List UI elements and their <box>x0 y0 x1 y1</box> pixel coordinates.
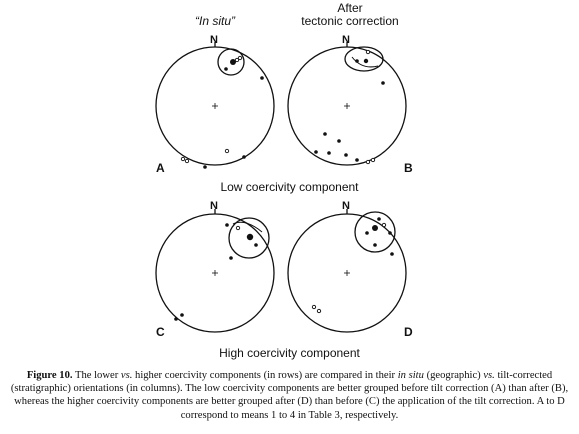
open-data-point <box>236 226 239 229</box>
stereonet-c <box>156 209 274 332</box>
mean-direction-c <box>247 234 253 240</box>
data-point <box>254 243 258 247</box>
data-point <box>327 151 331 155</box>
open-data-point <box>371 158 374 161</box>
open-data-point <box>185 159 188 162</box>
column-header-after-line1: After <box>337 1 363 15</box>
data-point <box>180 313 184 317</box>
data-point <box>365 231 369 235</box>
stereonet-a <box>156 42 274 165</box>
data-point <box>381 81 385 85</box>
data-point <box>229 256 233 260</box>
caption-label: Figure 10. <box>26 370 73 381</box>
data-point <box>314 150 318 154</box>
mean-direction-d <box>372 225 378 231</box>
data-point <box>224 67 228 71</box>
north-label-c: N <box>210 200 218 212</box>
data-point <box>225 223 229 227</box>
data-point <box>242 155 246 159</box>
open-data-point <box>366 160 369 163</box>
confidence-cone-b <box>345 47 383 71</box>
caption-vs-1: vs. <box>120 370 133 381</box>
caption-text-3: (geographic) <box>423 370 484 381</box>
data-point <box>344 153 348 157</box>
data-point <box>174 317 178 321</box>
open-data-point <box>312 305 315 308</box>
caption-text-4: tilt-corrected (stratigraphic) orientations (in columns). The low coercivity components are better grouped before tilt correction (A) than after (B), whereas the higher coercivity components are better grouped after (D) than before (C) the application of the tilt correction. A to D correspond to means 1 to 4 in Table 3, respectively. <box>10 370 569 421</box>
data-point <box>373 243 377 247</box>
caption-in-situ: in situ <box>397 370 424 381</box>
caption-text-2: higher coercivity components (in rows) are compared in their <box>132 370 398 381</box>
column-header-in-situ: “In situ” <box>194 14 235 28</box>
column-header-after-line2: tectonic correction <box>301 14 399 28</box>
data-point <box>355 158 359 162</box>
mean-direction-b <box>364 59 368 63</box>
open-data-point <box>317 309 320 312</box>
row-label-low: Low coercivity component <box>220 180 359 194</box>
data-point <box>337 139 341 143</box>
open-data-point <box>382 223 385 226</box>
north-label-b: N <box>342 34 350 46</box>
open-data-point <box>225 149 228 152</box>
figure-caption <box>6 369 573 422</box>
data-point <box>323 132 327 136</box>
caption-text-1: The lower <box>72 370 121 381</box>
data-point <box>377 217 381 221</box>
open-data-point <box>238 56 241 59</box>
row-label-high: High coercivity component <box>219 346 360 360</box>
stereonet-d <box>288 209 406 332</box>
panel-letter-b: B <box>404 161 413 175</box>
stereonet-b <box>288 42 406 165</box>
data-point <box>390 252 394 256</box>
open-data-point <box>366 50 369 53</box>
north-label-d: N <box>342 200 350 212</box>
data-point <box>203 165 207 169</box>
data-point <box>388 231 392 235</box>
open-data-point <box>181 157 184 160</box>
data-point <box>355 59 359 63</box>
north-label-a: N <box>210 34 218 46</box>
data-point <box>260 76 264 80</box>
panel-letter-a: A <box>156 161 165 175</box>
panel-letter-c: C <box>156 325 165 339</box>
panel-letter-d: D <box>404 325 413 339</box>
caption-vs-2: vs. <box>483 370 495 381</box>
